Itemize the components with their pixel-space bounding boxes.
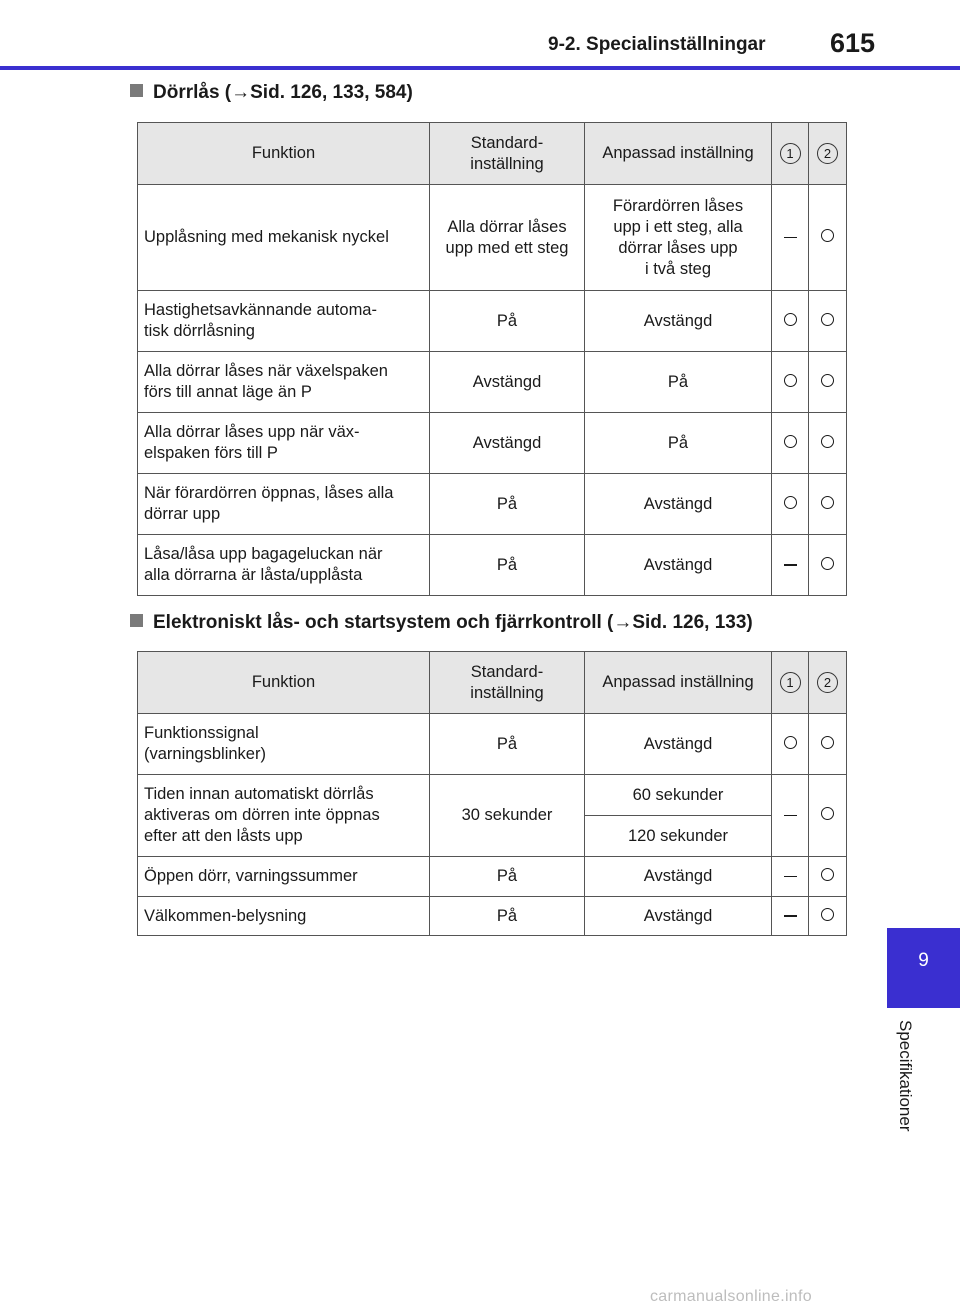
table-header-row (138, 652, 847, 714)
default-value-cell: Avstängd (430, 352, 585, 413)
variant-2-cell (809, 714, 847, 775)
function-cell: Öppen dörr, varningssummer (138, 857, 430, 897)
watermark: carmanualsonline.info (650, 1288, 812, 1305)
variant-1-cell (772, 185, 809, 291)
variant-1-dash-icon (784, 915, 797, 917)
variant-1-cell (772, 535, 809, 596)
section-heading-door-locks (130, 82, 413, 104)
table-row (138, 857, 847, 897)
column-header: Anpassad inställning (585, 123, 772, 185)
variant-1-cell (772, 775, 809, 857)
variant-2-circle-icon (821, 229, 834, 242)
variant-2-cell (809, 857, 847, 897)
circled-number-1-icon: 1 (780, 143, 801, 164)
variant-2-circle-icon (821, 435, 834, 448)
variant-2-circle-icon (821, 868, 834, 881)
table-row (138, 474, 847, 535)
column-header-variant-1 (772, 123, 809, 185)
variant-2-cell (809, 535, 847, 596)
variant-1-dash-icon (784, 237, 797, 239)
running-header-title: 9-2. Specialinställningar (548, 34, 766, 55)
variant-2-circle-icon (821, 908, 834, 921)
section-heading-text: Elektroniskt lås- och startsystem och fjärrkontroll (→Sid. 126, 133) (153, 612, 753, 633)
default-value-cell: På (430, 714, 585, 775)
variant-2-cell (809, 474, 847, 535)
variant-1-dash-icon (784, 564, 797, 566)
variant-1-cell (772, 897, 809, 936)
table-row (138, 291, 847, 352)
table-row (138, 535, 847, 596)
variant-2-circle-icon (821, 736, 834, 749)
variant-2-cell (809, 775, 847, 857)
custom-value-cell: Avstängd (585, 857, 772, 897)
default-value-cell: Avstängd (430, 413, 585, 474)
column-header: Standard- inställning (430, 123, 585, 185)
variant-1-circle-icon (784, 496, 797, 509)
custom-value-cell: Avstängd (585, 291, 772, 352)
variant-1-dash-icon (784, 815, 797, 817)
variant-2-circle-icon (821, 374, 834, 387)
smart-key-settings-table (137, 651, 847, 936)
function-cell: Hastighetsavkännande automa- tisk dörrlåsning (138, 291, 430, 352)
function-cell: Välkommen-belysning (138, 897, 430, 936)
section-heading-text: Dörrlås (→Sid. 126, 133, 584) (153, 82, 413, 103)
circled-number-1-icon: 1 (780, 672, 801, 693)
custom-value-cell: På (585, 413, 772, 474)
variant-2-circle-icon (821, 557, 834, 570)
custom-value-cell: Avstängd (585, 897, 772, 936)
variant-2-cell (809, 897, 847, 936)
function-cell: När förardörren öppnas, låses alla dörrar upp (138, 474, 430, 535)
column-header-variant-2 (809, 652, 847, 714)
default-value-cell: På (430, 857, 585, 897)
table-row (138, 714, 847, 775)
page-number: 615 (830, 28, 876, 58)
custom-value-cell: 120 sekunder (585, 816, 772, 857)
variant-1-cell (772, 474, 809, 535)
table-row (138, 185, 847, 291)
default-value-cell: Alla dörrar låses upp med ett steg (430, 185, 585, 291)
custom-value-cell: Avstängd (585, 714, 772, 775)
function-cell: Tiden innan automatiskt dörrlås aktiveras om dörren inte öppnas efter att den låsts upp (138, 775, 430, 857)
variant-2-cell (809, 352, 847, 413)
column-header: Funktion (138, 652, 430, 714)
variant-2-cell (809, 291, 847, 352)
section-heading-smart-key (130, 612, 753, 634)
chapter-label: Specifikationer (896, 1020, 915, 1132)
default-value-cell: På (430, 897, 585, 936)
table-row (138, 413, 847, 474)
header-rule (0, 66, 960, 70)
variant-2-cell (809, 413, 847, 474)
default-value-cell: På (430, 291, 585, 352)
column-header: Standard- inställning (430, 652, 585, 714)
column-header: Funktion (138, 123, 430, 185)
table-header-row (138, 123, 847, 185)
function-cell: Alla dörrar låses när växelspaken förs till annat läge än P (138, 352, 430, 413)
variant-2-cell (809, 185, 847, 291)
table-row (138, 775, 847, 816)
variant-1-circle-icon (784, 374, 797, 387)
chapter-tab[interactable] (887, 928, 960, 1008)
variant-1-cell (772, 352, 809, 413)
circled-number-2-icon: 2 (817, 143, 838, 164)
variant-1-cell (772, 714, 809, 775)
column-header-variant-1 (772, 652, 809, 714)
variant-2-circle-icon (821, 496, 834, 509)
column-header-variant-2 (809, 123, 847, 185)
function-cell: Alla dörrar låses upp när väx- elspaken förs till P (138, 413, 430, 474)
square-bullet-icon (130, 614, 143, 627)
door-lock-settings-table (137, 122, 847, 596)
function-cell: Upplåsning med mekanisk nyckel (138, 185, 430, 291)
custom-value-cell: 60 sekunder (585, 775, 772, 816)
custom-value-cell: Förardörren låses upp i ett steg, alla dörrar låses upp i två steg (585, 185, 772, 291)
table-row (138, 352, 847, 413)
custom-value-cell: Avstängd (585, 474, 772, 535)
variant-1-dash-icon (784, 876, 797, 878)
default-value-cell: På (430, 474, 585, 535)
circled-number-2-icon: 2 (817, 672, 838, 693)
variant-2-circle-icon (821, 807, 834, 820)
chapter-number: 9 (918, 950, 929, 971)
default-value-cell: På (430, 535, 585, 596)
default-value-cell: 30 sekunder (430, 775, 585, 857)
variant-1-cell (772, 291, 809, 352)
variant-1-circle-icon (784, 435, 797, 448)
function-cell: Låsa/låsa upp bagageluckan när alla dörrarna är låsta/upplåsta (138, 535, 430, 596)
square-bullet-icon (130, 84, 143, 97)
variant-1-circle-icon (784, 736, 797, 749)
custom-value-cell: Avstängd (585, 535, 772, 596)
variant-2-circle-icon (821, 313, 834, 326)
variant-1-cell (772, 857, 809, 897)
table-row (138, 897, 847, 936)
custom-value-cell: På (585, 352, 772, 413)
function-cell: Funktionssignal (varningsblinker) (138, 714, 430, 775)
variant-1-circle-icon (784, 313, 797, 326)
column-header: Anpassad inställning (585, 652, 772, 714)
variant-1-cell (772, 413, 809, 474)
